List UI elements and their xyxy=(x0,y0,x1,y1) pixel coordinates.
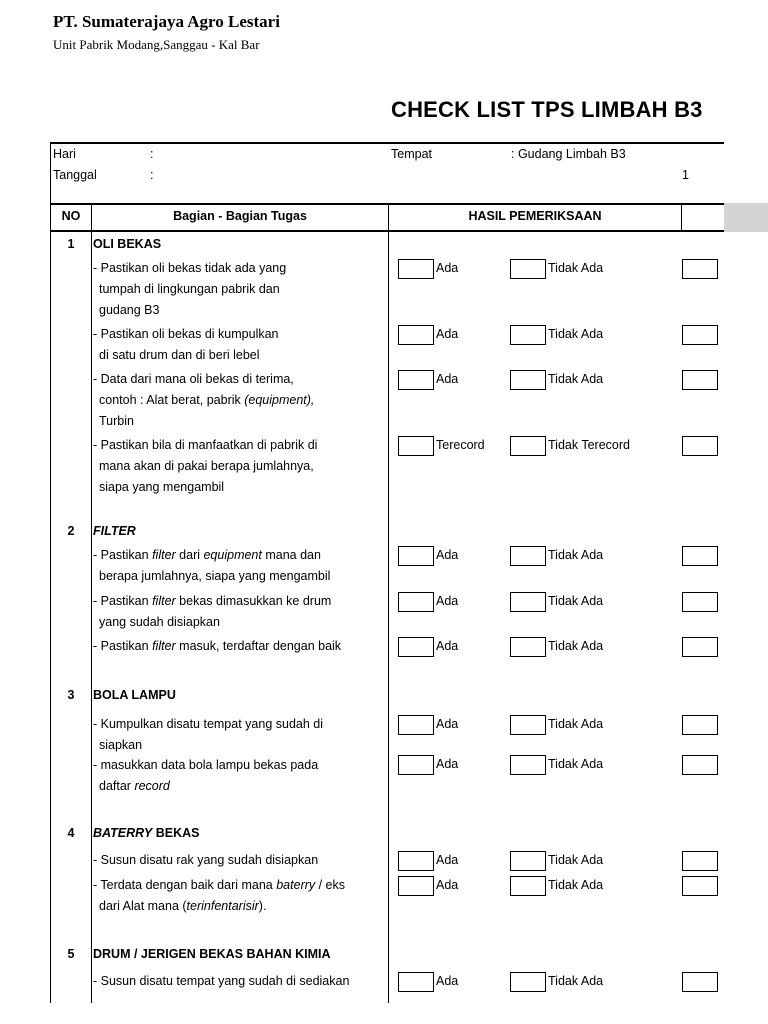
item-line: berapa jumlahnya, siapa yang mengambil xyxy=(99,569,331,583)
checkbox-option-1[interactable] xyxy=(398,546,434,566)
item-line: di satu drum dan di beri lebel xyxy=(99,348,260,362)
item-line: siapa yang mengambil xyxy=(99,480,225,494)
item-line: contoh : Alat berat, pabrik (equipment), xyxy=(99,393,315,407)
checkbox-option-2[interactable] xyxy=(510,755,546,775)
item-line: - Susun disatu tempat yang sudah di sediakan xyxy=(93,974,350,988)
option-1-label: Ada xyxy=(436,639,459,653)
checkbox-option-1[interactable] xyxy=(398,755,434,775)
checkbox-extra[interactable] xyxy=(682,715,718,735)
italic-term: (equipment), xyxy=(244,393,315,407)
option-1-label: Terecord xyxy=(436,438,485,452)
option-2-label: Tidak Ada xyxy=(548,327,604,341)
checkbox-option-1[interactable] xyxy=(398,637,434,657)
table-header-bottom xyxy=(50,230,724,232)
item-line: yang sudah disiapkan xyxy=(99,615,220,629)
checkbox-option-2[interactable] xyxy=(510,325,546,345)
option-1-label: Ada xyxy=(436,878,459,892)
item-line: - Kumpulkan disatu tempat yang sudah di xyxy=(93,717,323,731)
option-2-label: Tidak Ada xyxy=(548,261,604,275)
section-title: DRUM / JERIGEN BEKAS BAHAN KIMIA xyxy=(93,947,331,961)
item-line: Turbin xyxy=(99,414,134,428)
section-title: OLI BEKAS xyxy=(93,237,162,251)
item-line: - Pastikan oli bekas tidak ada yang xyxy=(93,261,287,275)
checkbox-option-2[interactable] xyxy=(510,592,546,612)
table-left-border xyxy=(50,203,51,1003)
hari-label: Hari xyxy=(53,147,76,161)
tempat-value: : Gudang Limbah B3 xyxy=(511,147,626,161)
unit-location: Unit Pabrik Modang,Sanggau - Kal Bar xyxy=(53,37,260,52)
checkbox-option-2[interactable] xyxy=(510,972,546,992)
item-line: - masukkan data bola lampu bekas pada xyxy=(93,758,319,772)
section-number: 1 xyxy=(67,237,75,251)
checkbox-extra[interactable] xyxy=(682,755,718,775)
option-2-label: Tidak Ada xyxy=(548,548,604,562)
checkbox-extra[interactable] xyxy=(682,259,718,279)
section-title: BATERRY BEKAS xyxy=(93,826,200,840)
option-1-label: Ada xyxy=(436,327,459,341)
option-1-label: Ada xyxy=(436,717,459,731)
tanggal-colon: : xyxy=(150,168,154,182)
checkbox-option-1[interactable] xyxy=(398,325,434,345)
company-name: PT. Sumaterajaya Agro Lestari xyxy=(53,12,280,31)
info-left-border xyxy=(50,142,51,204)
checkbox-extra[interactable] xyxy=(682,436,718,456)
item-line: - Terdata dengan baik dari mana baterry / eks xyxy=(93,878,346,892)
item-line: - Pastikan filter bekas dimasukkan ke drum xyxy=(93,594,332,608)
checkbox-option-2[interactable] xyxy=(510,259,546,279)
checkbox-option-1[interactable] xyxy=(398,972,434,992)
table-col-divider-result xyxy=(681,203,682,232)
option-2-label: Tidak Ada xyxy=(548,594,604,608)
option-1-label: Ada xyxy=(436,974,459,988)
option-1-label: Ada xyxy=(436,594,459,608)
item-line: daftar record xyxy=(99,779,170,793)
page-title: CHECK LIST TPS LIMBAH B3 xyxy=(391,97,703,122)
option-2-label: Tidak Terecord xyxy=(548,438,630,452)
tanggal-label: Tanggal xyxy=(53,168,97,182)
tempat-label: Tempat xyxy=(391,147,432,161)
checkbox-option-2[interactable] xyxy=(510,637,546,657)
section-number: 2 xyxy=(67,524,75,538)
section-title: FILTER xyxy=(93,524,136,538)
checkbox-option-1[interactable] xyxy=(398,876,434,896)
item-line: - Susun disatu rak yang sudah disiapkan xyxy=(93,853,319,867)
option-2-label: Tidak Ada xyxy=(548,639,604,653)
checkbox-option-1[interactable] xyxy=(398,370,434,390)
item-line: - Pastikan oli bekas di kumpulkan xyxy=(93,327,279,341)
checkbox-extra[interactable] xyxy=(682,546,718,566)
checkbox-option-1[interactable] xyxy=(398,436,434,456)
checkbox-option-2[interactable] xyxy=(510,370,546,390)
item-line: - Pastikan filter dari equipment mana dan xyxy=(93,548,321,562)
item-line: dari Alat mana (terinfentarisir). xyxy=(99,899,267,913)
checkbox-extra[interactable] xyxy=(682,876,718,896)
checkbox-extra[interactable] xyxy=(682,637,718,657)
item-line: - Pastikan bila di manfaatkan di pabrik di xyxy=(93,438,318,452)
info-top-border xyxy=(50,142,724,144)
gray-tab-marker xyxy=(724,203,768,232)
checkbox-option-2[interactable] xyxy=(510,715,546,735)
table-col-divider-no xyxy=(91,203,92,1003)
option-2-label: Tidak Ada xyxy=(548,878,604,892)
option-2-label: Tidak Ada xyxy=(548,853,604,867)
checkbox-option-1[interactable] xyxy=(398,851,434,871)
checkbox-option-1[interactable] xyxy=(398,715,434,735)
option-1-label: Ada xyxy=(436,757,459,771)
checkbox-option-2[interactable] xyxy=(510,851,546,871)
checkbox-option-2[interactable] xyxy=(510,876,546,896)
checkbox-option-2[interactable] xyxy=(510,436,546,456)
checkbox-extra[interactable] xyxy=(682,325,718,345)
option-2-label: Tidak Ada xyxy=(548,974,604,988)
checkbox-extra[interactable] xyxy=(682,851,718,871)
section-number: 5 xyxy=(67,947,75,961)
section-number: 3 xyxy=(67,688,75,702)
checkbox-option-1[interactable] xyxy=(398,259,434,279)
option-1-label: Ada xyxy=(436,261,459,275)
option-1-label: Ada xyxy=(436,853,459,867)
item-line: siapkan xyxy=(99,738,143,752)
item-line: - Data dari mana oli bekas di terima, xyxy=(93,372,294,386)
option-2-label: Tidak Ada xyxy=(548,372,604,386)
table-header-top xyxy=(50,203,724,205)
item-line: mana akan di pakai berapa jumlahnya, xyxy=(99,459,314,473)
section-title: BOLA LAMPU xyxy=(93,688,176,702)
checkbox-extra[interactable] xyxy=(682,972,718,992)
section-number: 4 xyxy=(67,826,75,840)
item-line: tumpah di lingkungan pabrik dan xyxy=(99,282,280,296)
table-col-divider-tasks xyxy=(388,203,389,1003)
page-number: 1 xyxy=(682,168,689,182)
col-header-result: HASIL PEMERIKSAAN xyxy=(468,209,602,223)
item-line: gudang B3 xyxy=(99,303,160,317)
option-1-label: Ada xyxy=(436,372,459,386)
col-header-no: NO xyxy=(61,209,81,223)
checkbox-option-2[interactable] xyxy=(510,546,546,566)
option-2-label: Tidak Ada xyxy=(548,717,604,731)
checkbox-option-1[interactable] xyxy=(398,592,434,612)
hari-colon: : xyxy=(150,147,154,161)
option-2-label: Tidak Ada xyxy=(548,757,604,771)
col-header-tasks: Bagian - Bagian Tugas xyxy=(173,209,307,223)
option-1-label: Ada xyxy=(436,548,459,562)
item-line: - Pastikan filter masuk, terdaftar dengan baik xyxy=(93,639,342,653)
checkbox-extra[interactable] xyxy=(682,592,718,612)
checkbox-extra[interactable] xyxy=(682,370,718,390)
